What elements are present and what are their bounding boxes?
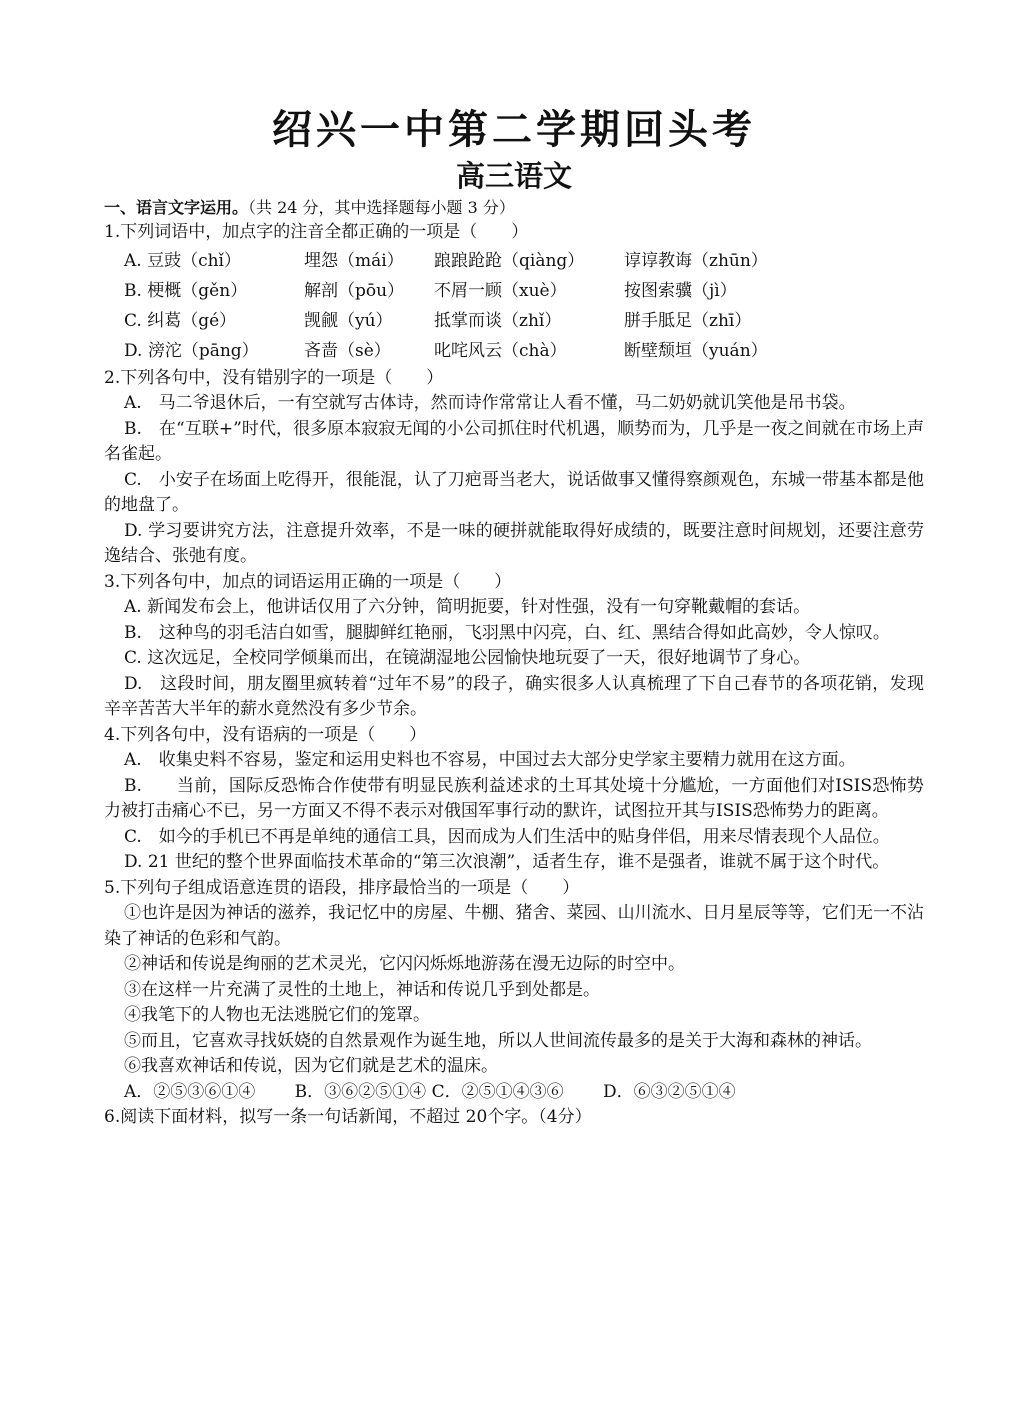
q1-option-cell: 按图索骥（jì） xyxy=(624,280,737,301)
q5-sentence: ④我笔下的人物也无法逃脱它们的笼罩。 xyxy=(124,1005,430,1025)
q1-option-cell: 觊觎（yú） xyxy=(304,310,393,331)
q5-sentence: ⑤而且，它喜欢寻找妖娆的自然景观作为诞生地，所以人世间流传最多的是关于大海和森林的神话。 xyxy=(124,1030,872,1051)
section-note: （共 24 分，其中选择题每小题 3 分） xyxy=(248,198,515,217)
page-subtitle: 高三语文 xyxy=(455,159,572,193)
question-4-stem: 4.下列各句中，没有语病的一项是（ ） xyxy=(104,724,427,745)
q1-option-cell: B. 梗概（gěn） xyxy=(124,280,248,301)
q1-option-cell: 断壁颓垣（yuán） xyxy=(624,340,768,361)
section-title: 一、语言文字运用。 xyxy=(104,198,249,217)
q1-option-cell: 吝啬（sè） xyxy=(304,340,391,361)
q2-option-a: A. 马二爷退休后，一有空就写古体诗，然而诗作常常让人看不懂，马二奶奶就讥笑他是吊书袋。 xyxy=(124,393,856,413)
section-heading xyxy=(104,196,924,220)
q5-sentence: ⑥我喜欢神话和传说，因为它们就是艺术的温床。 xyxy=(124,1056,498,1076)
q1-option-cell: 不屑一顾（xuè） xyxy=(434,280,567,301)
q1-option-cell: C. 纠葛（gé） xyxy=(124,310,237,331)
q3-option-b: B. 这种鸟的羽毛洁白如雪，腿脚鲜红艳丽，飞羽黑中闪亮，白、红、黑结合得如此高妙，令人惊叹。 xyxy=(124,622,890,643)
question-6-stem: 6.阅读下面材料，拟写一条一句话新闻，不超过 20个字。（4分） xyxy=(104,1107,592,1127)
q4-option-a: A. 收集史料不容易，鉴定和运用史料也不容易，中国过去大部分史学家主要精力就用在这方面。 xyxy=(124,750,856,770)
q2-option-b: B. 在“互联+”时代，很多原本寂寂无闻的小公司抓住时代机遇，顺势而为，几乎是一夜之间就在市场上声名雀起。 xyxy=(104,418,924,464)
q1-option-cell: 踉踉跄跄（qiàng） xyxy=(434,250,585,271)
q2-option-d: D. 学习要讲究方法，注意提升效率，不是一味的硬拼就能取得好成绩的，既要注意时间规划，还要注意劳逸结合、张弛有度。 xyxy=(104,520,924,566)
q3-option-c: C. 这次远足，全校同学倾巢而出，在镜湖湿地公园愉快地玩耍了一天，很好地调节了身心。 xyxy=(124,648,811,668)
question-1-stem: 1.下列词语中，加点字的注音全都正确的一项是（ ） xyxy=(104,222,529,242)
q4-option-d: D. 21 世纪的整个世界面临技术革命的“第三次浪潮”，适者生存，谁不是强者，谁就不属于这个时代。 xyxy=(124,852,890,872)
q4-option-b: B. 当前，国际反恐怖合作使带有明显民族利益述求的土耳其处境十分尴尬，一方面他们对ISIS恐怖势力被打击痛心不已，另一方面又不得不表示对俄国军事行动的默许，试图拉开其与ISIS恐怖势力的距离。 xyxy=(104,775,924,821)
question-5-stem: 5.下列句子组成语意连贯的语段，排序最恰当的一项是（ ） xyxy=(104,877,580,898)
q5-choices: A．②⑤③⑥①④ B．③⑥②⑤①④ C．②⑤①④③⑥ D．⑥③②⑤①④ xyxy=(124,1081,736,1102)
q2-option-c: C. 小安子在场面上吃得开，很能混，认了刀疤哥当老大，说话做事又懂得察颜观色，东城一带基本都是他的地盘了。 xyxy=(104,469,924,515)
question-1-options xyxy=(104,246,924,366)
q3-option-d: D. 这段时间，朋友圈里疯转着“过年不易”的段子，确实很多人认真梳理了下自己春节的各项花销，发现辛辛苦苦大半年的薪水竟然没有多少节余。 xyxy=(104,673,924,719)
q3-option-a: A. 新闻发布会上，他讲话仅用了六分钟，简明扼要，针对性强，没有一句穿靴戴帽的套话。 xyxy=(124,597,811,617)
q1-option-cell: 胼手胝足（zhī） xyxy=(624,310,752,331)
q1-option-cell: 叱咤风云（chà） xyxy=(434,340,567,361)
q5-sentence: ②神话和传说是绚丽的艺术灵光，它闪闪烁烁地游荡在漫无边际的时空中。 xyxy=(124,954,685,974)
q1-option-cell: 埋怨（mái） xyxy=(304,250,404,271)
q1-option-cell: 解剖（pōu） xyxy=(304,280,405,301)
q1-option-cell: 抵掌而谈（zhǐ） xyxy=(434,310,562,331)
q1-option-cell: D. 滂沱（pāng） xyxy=(124,340,259,361)
q5-sentence: ①也许是因为神话的滋养，我记忆中的房屋、牛棚、猪舍、菜园、山川流水、日月星辰等等，它们无一不沾染了神话的色彩和气韵。 xyxy=(104,903,924,949)
page-title: 绍兴一中第二学期回头考 xyxy=(272,106,756,153)
q1-option-cell: 谆谆教诲（zhūn） xyxy=(624,250,768,271)
q1-option-cell: A. 豆豉（chǐ） xyxy=(124,250,241,271)
q4-option-c: C. 如今的手机已不再是单纯的通信工具，因而成为人们生活中的贴身伴侣，用来尽情表现个人品位。 xyxy=(124,826,890,847)
exam-page xyxy=(104,104,924,1131)
q5-sentence: ③在这样一片充满了灵性的土地上，神话和传说几乎到处都是。 xyxy=(124,979,600,1000)
question-2-stem: 2.下列各句中，没有错别字的一项是（ ） xyxy=(104,367,444,388)
question-3-stem: 3.下列各句中，加点的词语运用正确的一项是（ ） xyxy=(104,571,512,592)
